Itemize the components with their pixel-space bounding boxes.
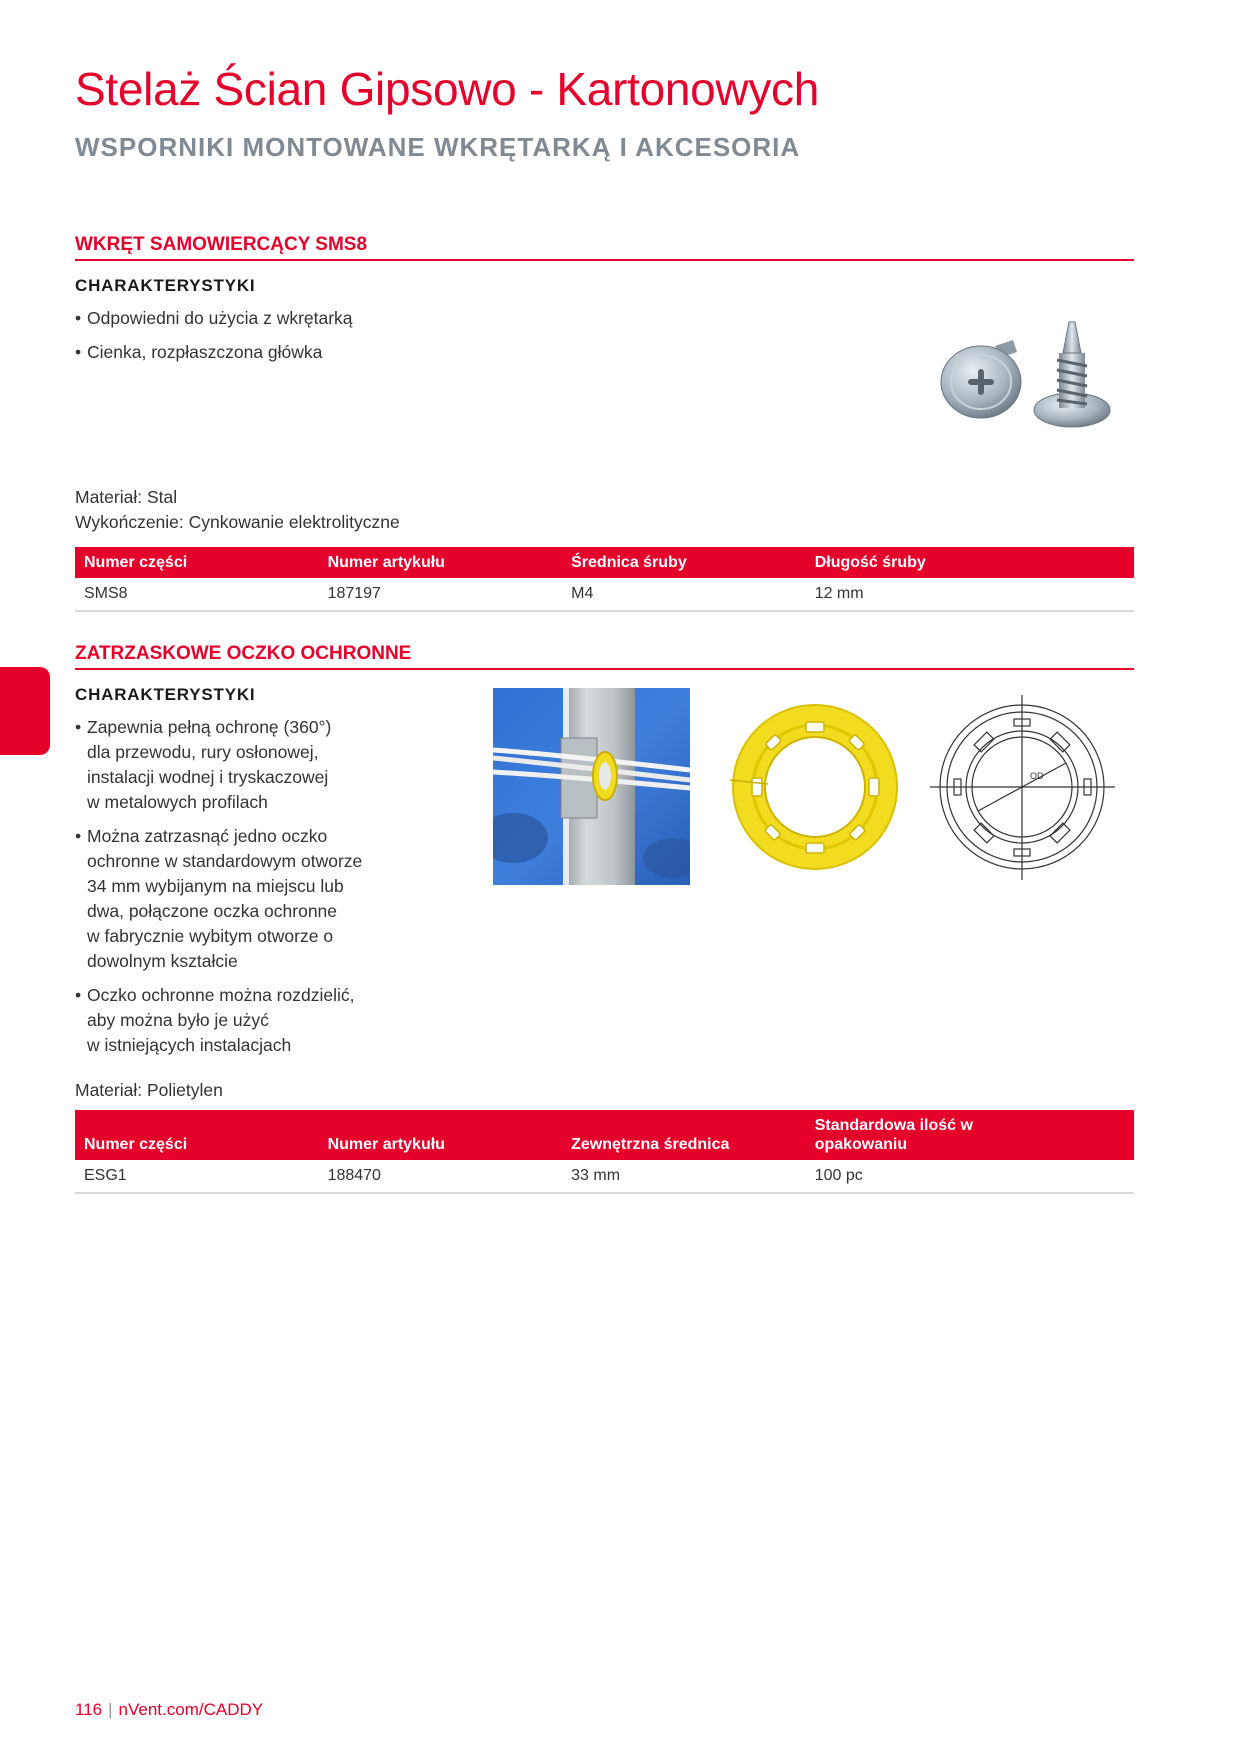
screw-image	[935, 318, 1115, 433]
column-header: Numer artykułu	[319, 547, 563, 578]
column-header: Numer artykułu	[319, 1110, 563, 1160]
list-item: • Można zatrzasnąć jedno oczko ochronne w standardowym otworze 34 mm wybijanym na miejscu lub dwa, połączone oczka ochronne w fabrycznie wybitym otworze o dowolnym kształcie	[75, 824, 362, 974]
characteristics-heading: CHARAKTERYSTYKI	[75, 685, 256, 704]
column-header: Numer części	[75, 1110, 319, 1160]
table-cell: M4	[562, 578, 806, 611]
list-item: • Oczko ochronne można rozdzielić, aby można było je użyć w istniejących instalacjach	[75, 983, 362, 1058]
installed-grommet-photo	[493, 688, 690, 885]
table-header-row	[75, 1110, 1134, 1160]
column-header: Numer części	[75, 547, 319, 578]
side-tab-marker	[0, 667, 50, 755]
footer	[75, 1700, 263, 1720]
table-row	[75, 578, 1134, 611]
feature-list	[75, 715, 362, 1067]
grommet-photo	[728, 700, 903, 875]
column-header: Długość śruby	[806, 547, 1134, 578]
spec-table-sms8	[75, 547, 1134, 612]
feature-list	[75, 306, 353, 374]
table-cell: 188470	[319, 1160, 563, 1193]
list-item: • Cienka, rozpłaszczona główka	[75, 340, 353, 365]
finish-text: Wykończenie: Cynkowanie elektrolityczne	[75, 512, 400, 532]
page-number: 116	[75, 1700, 103, 1719]
characteristics-heading: CHARAKTERYSTYKI	[75, 276, 256, 295]
list-item: • Zapewnia pełną ochronę (360°) dla przewodu, rury osłonowej, instalacji wodnej i tryskaczowej w metalowych profilach	[75, 715, 362, 815]
column-header: Średnica śruby	[562, 547, 806, 578]
table-cell: ESG1	[75, 1160, 319, 1193]
material-text: Materiał: Stal	[75, 487, 178, 507]
table-cell: 187197	[319, 578, 563, 611]
website-link[interactable]: nVent.com/CADDY	[118, 1700, 264, 1719]
table-row	[75, 1160, 1134, 1193]
table-header-row	[75, 547, 1134, 578]
grommet-drawing	[930, 695, 1115, 880]
page-title: Stelaż Ścian Gipsowo - Kartonowych	[75, 63, 820, 115]
column-header: Zewnętrzna średnica	[562, 1110, 806, 1160]
table-cell: 12 mm	[806, 578, 1134, 611]
page-subtitle: WSPORNIKI MONTOWANE WKRĘTARKĄ I AKCESORIA	[75, 132, 801, 162]
list-item: • Odpowiedni do użycia z wkrętarką	[75, 306, 353, 331]
footer-separator: |	[108, 1700, 113, 1719]
table-cell: 33 mm	[562, 1160, 806, 1193]
material-text: Materiał: Polietylen	[75, 1080, 223, 1100]
od-label: OD	[1030, 771, 1044, 781]
table-cell: 100 pc	[806, 1160, 1134, 1193]
section-heading-sms8: WKRĘT SAMOWIERCĄCY SMS8	[75, 234, 1134, 261]
spec-table-esg1	[75, 1110, 1134, 1194]
table-cell: SMS8	[75, 578, 319, 611]
section-heading-grommet: ZATRZASKOWE OCZKO OCHRONNE	[75, 643, 1134, 670]
column-header: Standardowa ilość w opakowaniu	[806, 1110, 1134, 1160]
